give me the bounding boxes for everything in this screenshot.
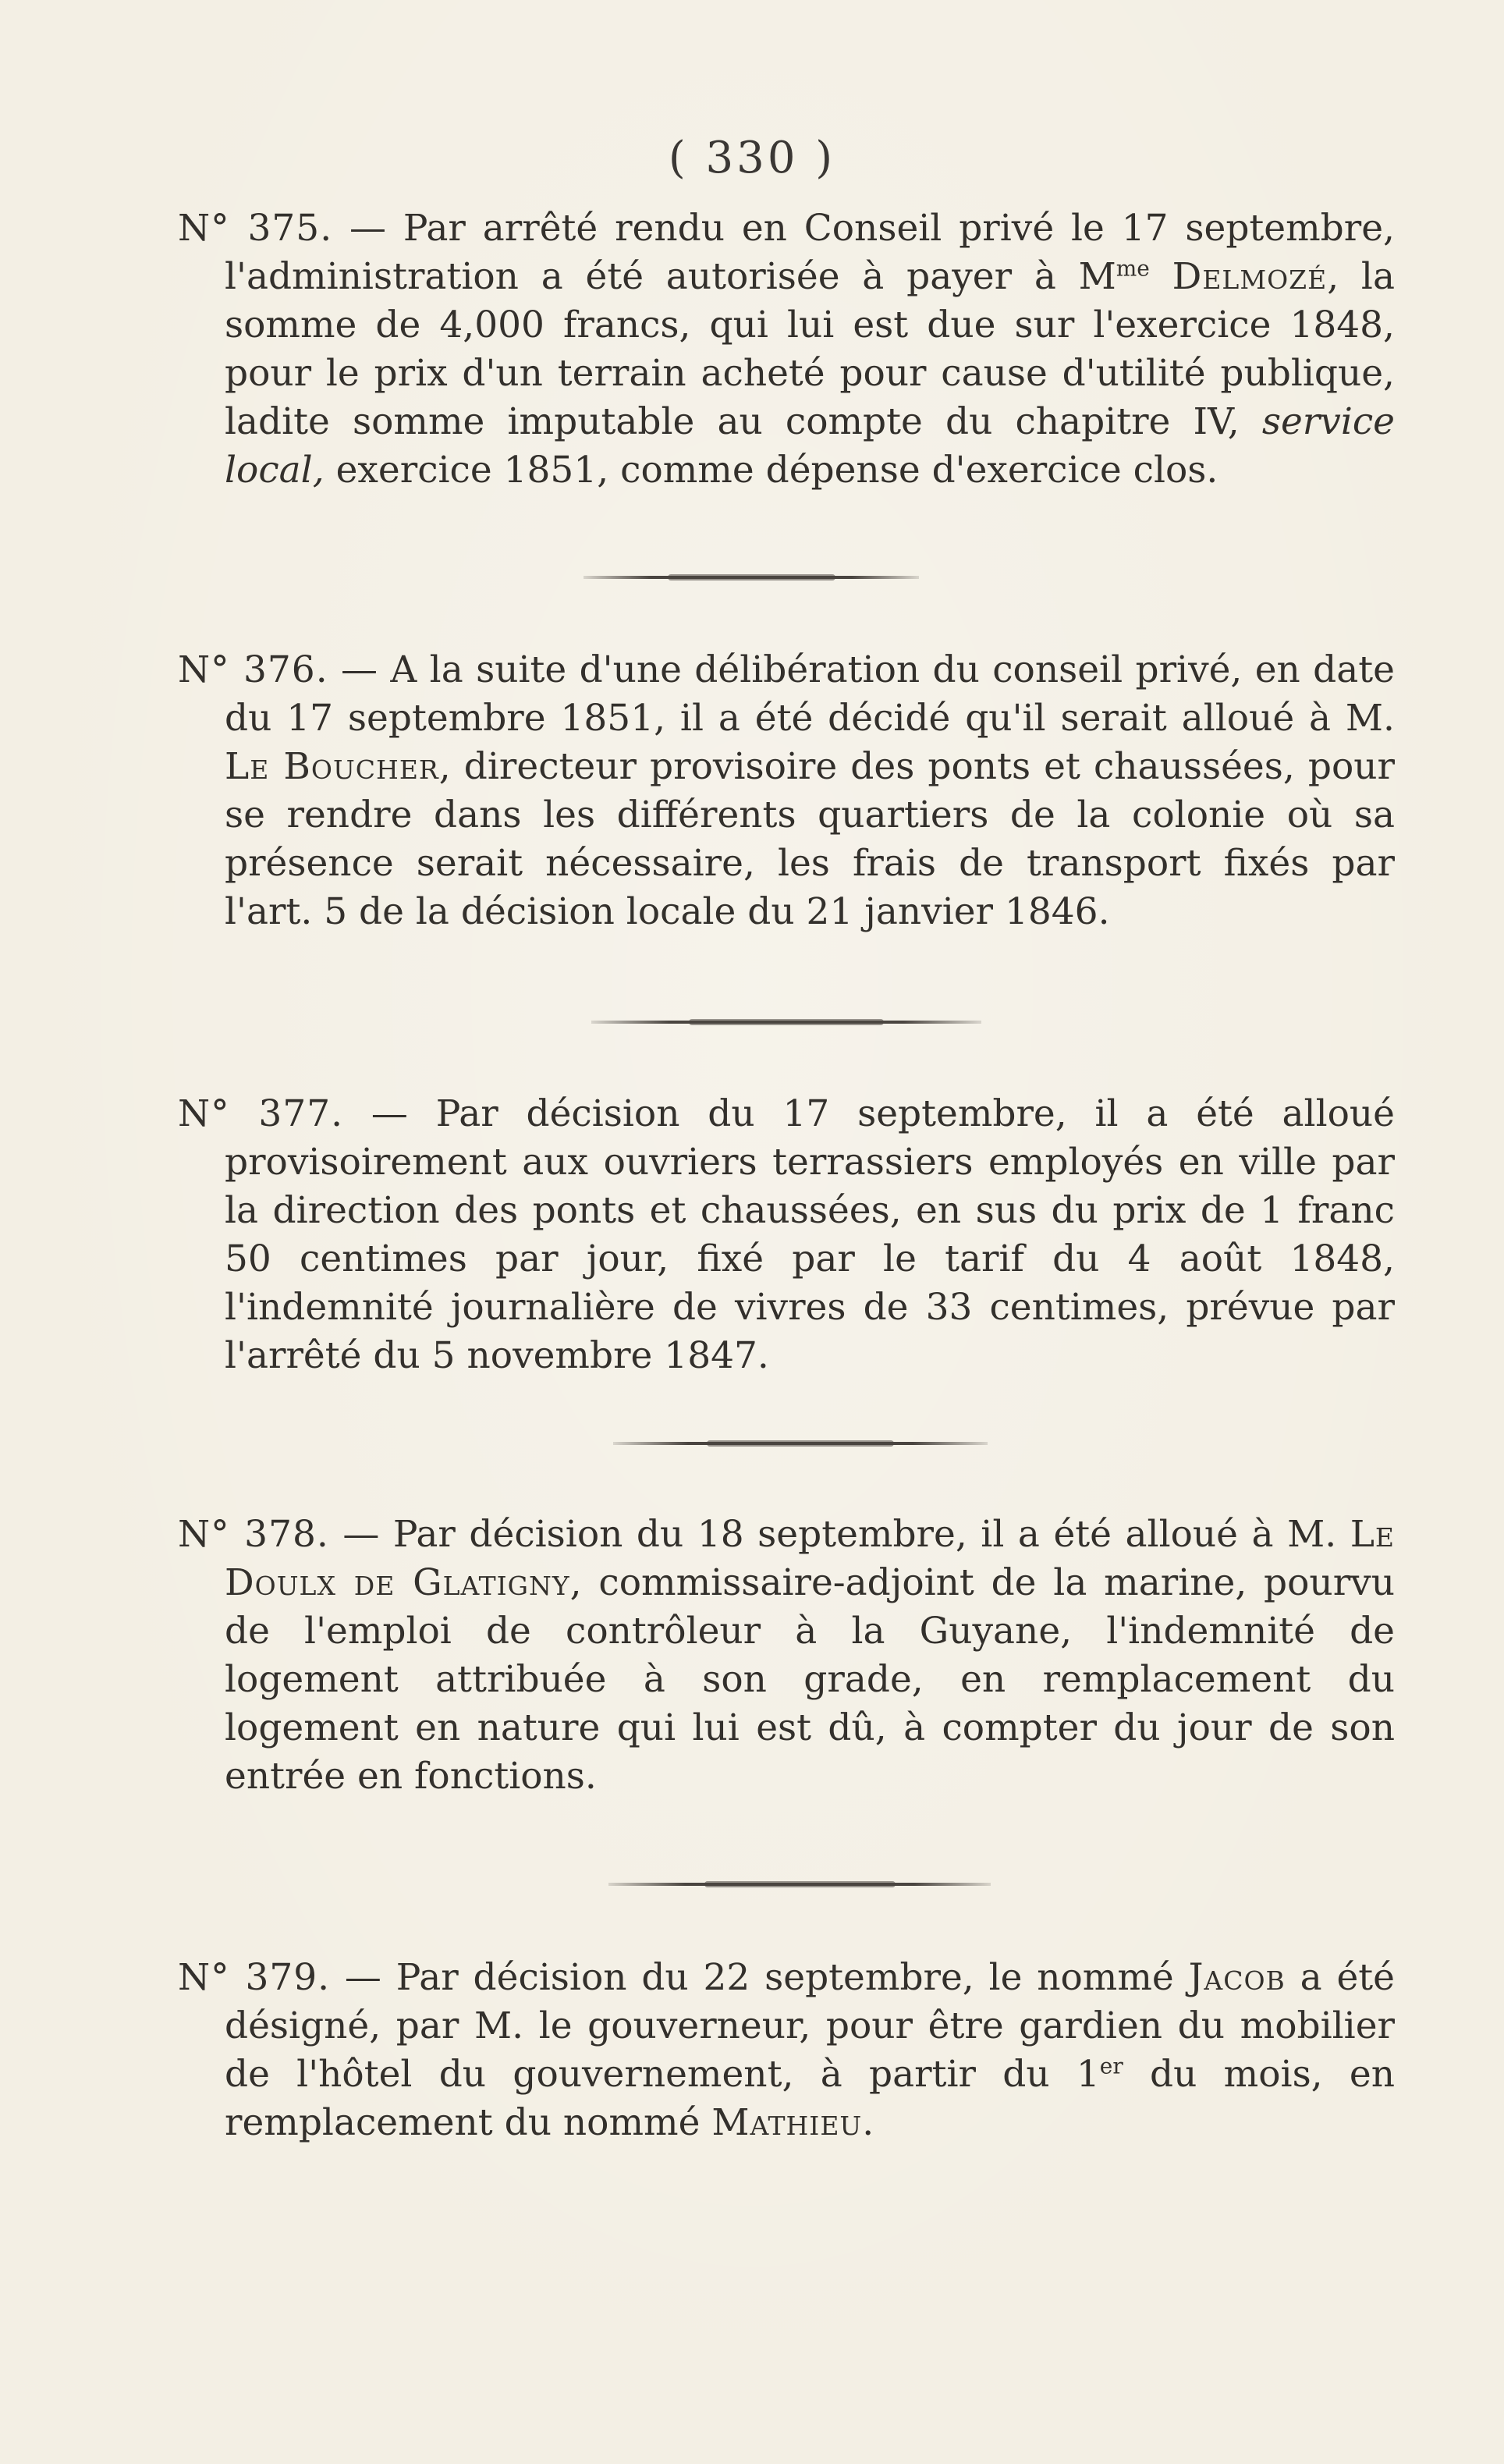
person-name: Mathieu bbox=[711, 2101, 863, 2144]
entry-378-text bbox=[178, 1511, 1395, 1801]
entry-text: — A la suite d'une délibération du conseil privé, en date du 17 septembre 1851, il a été décidé qu'il serait alloué à M. bbox=[225, 648, 1395, 740]
entry-text: — Par décision du 22 septembre, le nommé bbox=[330, 1956, 1189, 1999]
superscript: er bbox=[1099, 2053, 1123, 2079]
person-name: Le Boucher bbox=[225, 745, 439, 788]
separator-rule bbox=[584, 576, 919, 579]
entry-number: N° 378. bbox=[178, 1513, 329, 1556]
entry-375-text bbox=[178, 204, 1395, 495]
entry-number: N° 376. bbox=[178, 648, 328, 691]
separator-rule bbox=[608, 1883, 991, 1886]
entry-text: , la somme de 4,000 francs, qui lui est due sur l'exercice 1848, pour le prix d'un terrain acheté pour cause d'utilité publique, ladite somme imputable au compte du chapitre IV, bbox=[225, 255, 1395, 443]
person-name: Jacob bbox=[1188, 1956, 1286, 1999]
italic-text: service local, bbox=[225, 400, 1395, 492]
entry-376 bbox=[178, 646, 1395, 936]
entry-375 bbox=[178, 204, 1395, 495]
entry-377-text bbox=[178, 1090, 1395, 1380]
entry-text: . bbox=[862, 2101, 874, 2144]
entry-number: N° 379. bbox=[178, 1956, 331, 1999]
entry-text: — Par décision du 17 septembre, il a été alloué provisoirement aux ouvriers terrassiers employés en ville par la direction des ponts et chaussées, en sus du prix de 1 franc 50 centimes par jour, fixé par le tarif du 4 août 1848, l'indemnité journalière de vivres de 33 centimes, prévue par l'arrêté du 5 novembre 1847. bbox=[225, 1092, 1396, 1377]
entry-379 bbox=[178, 1954, 1395, 2147]
entry-379-text bbox=[178, 1954, 1395, 2147]
entry-378 bbox=[178, 1511, 1395, 1801]
entry-text: exercice 1851, comme dépense d'exercice clos. bbox=[324, 449, 1218, 492]
person-name: Delmozé bbox=[1172, 255, 1328, 298]
entry-376-text bbox=[178, 646, 1395, 936]
entry-number: N° 377. bbox=[178, 1092, 344, 1135]
entry-text: , directeur provisoire des ponts et chaussées, pour se rendre dans les différents quartiers de la colonie où sa présence serait nécessaire, les frais de transport fixés par l'art. 5 de la décision locale du 21 janvier 1846. bbox=[225, 745, 1395, 933]
entry-number: N° 375. bbox=[178, 207, 333, 250]
entry-text: a été désigné, par M. le gouverneur, pour être gardien du mobilier de l'hôtel du gouvernement, à partir du 1 bbox=[225, 1956, 1395, 2096]
separator-rule bbox=[613, 1442, 988, 1445]
superscript: me bbox=[1116, 255, 1150, 282]
person-name: Le Doulx de Glatigny bbox=[225, 1513, 1395, 1604]
entry-text: du mois, en remplacement du nommé bbox=[225, 2053, 1395, 2144]
entry-text: — Par arrêté rendu en Conseil privé le 17 septembre, l'administration a été autorisée à payer à M bbox=[225, 207, 1395, 298]
entry-text: , commissaire-adjoint de la marine, pourvu de l'emploi de contrôleur à la Guyane, l'indemnité de logement attribuée à son grade, en remplacement du logement en nature qui lui est dû, à compter du jour de son entrée en fonctions. bbox=[225, 1561, 1395, 1798]
separator-rule bbox=[591, 1021, 981, 1024]
entry-377 bbox=[178, 1090, 1395, 1380]
page-number: ( 330 ) bbox=[668, 133, 836, 183]
entry-text: — Par décision du 18 septembre, il a été alloué à M. bbox=[328, 1513, 1350, 1556]
